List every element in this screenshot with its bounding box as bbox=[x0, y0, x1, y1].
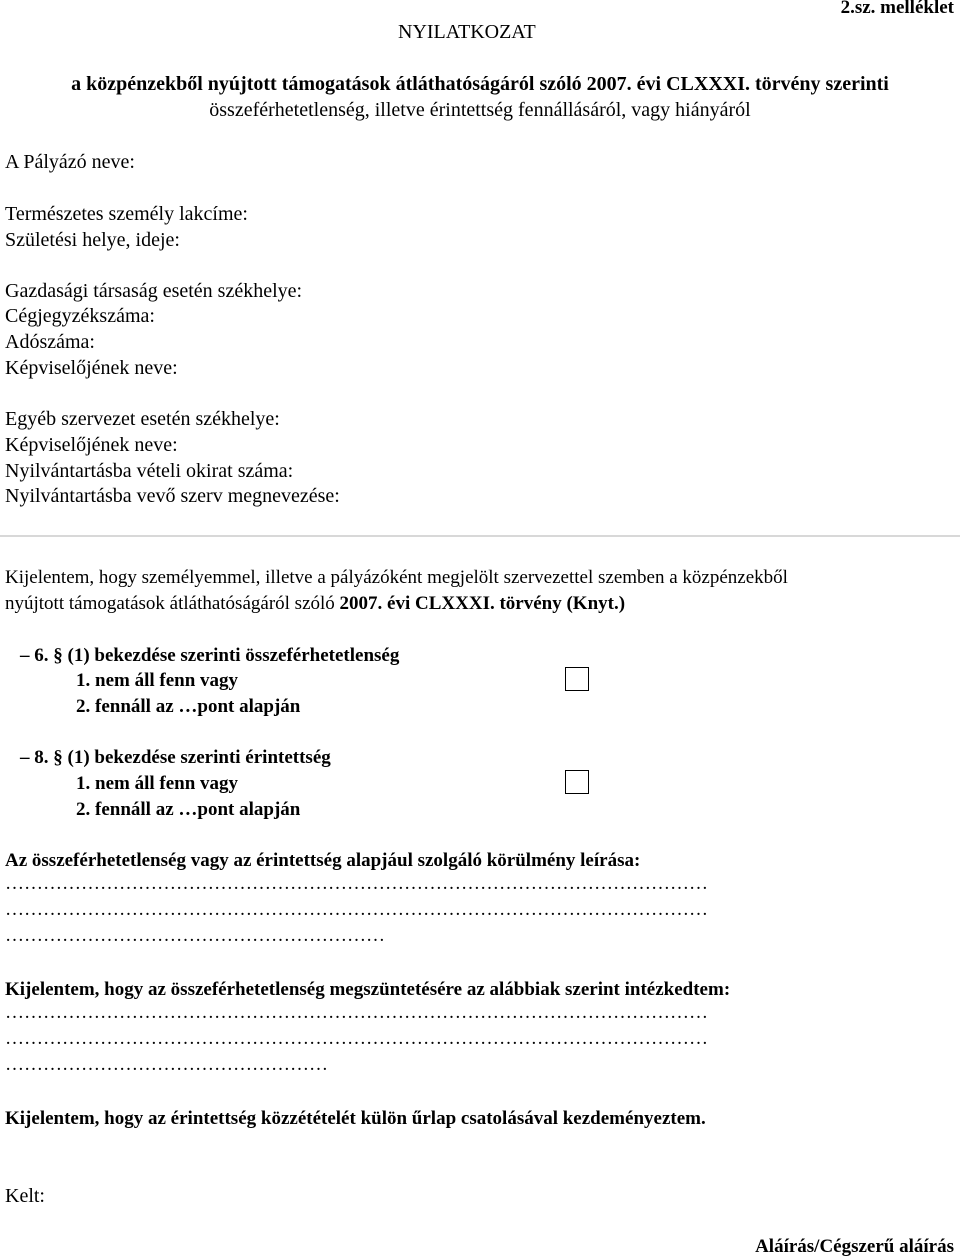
description-heading: Az összeférhetetlenség vagy az érintettség alapjául szolgáló körülmény leírása: bbox=[5, 850, 641, 871]
company-reg-number-label: Cégjegyzékszáma: bbox=[5, 305, 155, 327]
tax-number-label: Adószáma: bbox=[5, 331, 95, 353]
section-6-option-2: 2. fennáll az …pont alapján bbox=[76, 696, 301, 717]
applicant-name-label: A Pályázó neve: bbox=[5, 151, 135, 173]
org-seat-label: Egyéb szervezet esetén székhelye: bbox=[5, 408, 280, 430]
date-label: Kelt: bbox=[5, 1185, 45, 1207]
measures-dots-line-3[interactable]: …………………………………………… bbox=[5, 1054, 328, 1075]
registration-doc-number-label: Nyilvántartásba vételi okirat száma: bbox=[5, 460, 294, 482]
measures-dots-line-1[interactable]: ………………………………………………………………………………………………… bbox=[5, 1003, 708, 1022]
section-8-option-1: 1. nem áll fenn vagy bbox=[76, 773, 239, 794]
declaration-line-1: Kijelentem, hogy személyemmel, illetve a pályázóként megjelölt szervezettel szemben a közpénzekből bbox=[5, 567, 788, 588]
description-dots-line-2[interactable]: ………………………………………………………………………………………………… bbox=[5, 900, 708, 919]
section-8-checkbox[interactable] bbox=[565, 770, 589, 794]
birth-place-date-label: Születési helye, ideje: bbox=[5, 229, 180, 251]
section-6-checkbox[interactable] bbox=[565, 667, 589, 691]
signature-label: Aláírás/Cégszerű aláírás bbox=[755, 1236, 954, 1257]
registering-body-label: Nyilvántartásba vevő szerv megnevezése: bbox=[5, 485, 340, 507]
subtitle-line-2: összeférhetetlenség, illetve érintettség fennállásáról, vagy hiányáról bbox=[209, 99, 751, 121]
section-8-option-2: 2. fennáll az …pont alapján bbox=[76, 799, 301, 820]
section-6-option-1: 1. nem áll fenn vagy bbox=[76, 670, 239, 691]
law-reference: 2007. évi CLXXXI. törvény (Knyt.) bbox=[339, 593, 626, 614]
declaration-line-2 bbox=[5, 594, 625, 613]
measures-heading: Kijelentem, hogy az összeférhetetlenség megszüntetésére az alábbiak szerint intézkedtem: bbox=[5, 979, 731, 1000]
section-8-heading: – 8. § (1) bekezdése szerinti érintettség bbox=[20, 747, 331, 768]
description-dots-line-1[interactable]: ………………………………………………………………………………………………… bbox=[5, 874, 708, 893]
section-6-heading: – 6. § (1) bekezdése szerinti összeférhetetlenség bbox=[20, 645, 400, 666]
publication-statement: Kijelentem, hogy az érintettség közzétételét külön űrlap csatolásával kezdeményeztem. bbox=[5, 1108, 706, 1129]
org-representative-label: Képviselőjének neve: bbox=[5, 434, 178, 456]
description-dots-line-3[interactable]: …………………………………………………… bbox=[5, 925, 385, 946]
declaration-line-2-text: nyújtott támogatások átláthatóságáról szóló bbox=[5, 593, 340, 614]
company-seat-label: Gazdasági társaság esetén székhelye: bbox=[5, 280, 303, 302]
annex-label: 2.sz. melléklet bbox=[840, 0, 954, 18]
natural-person-address-label: Természetes személy lakcíme: bbox=[5, 203, 248, 225]
section-divider bbox=[0, 535, 960, 537]
document-title: NYILATKOZAT bbox=[398, 21, 536, 43]
subtitle-line-1: a közpénzekből nyújtott támogatások átláthatóságáról szóló 2007. évi CLXXXI. törvény szerinti bbox=[71, 73, 889, 95]
company-representative-label: Képviselőjének neve: bbox=[5, 357, 178, 379]
measures-dots-line-2[interactable]: ………………………………………………………………………………………………… bbox=[5, 1029, 708, 1048]
